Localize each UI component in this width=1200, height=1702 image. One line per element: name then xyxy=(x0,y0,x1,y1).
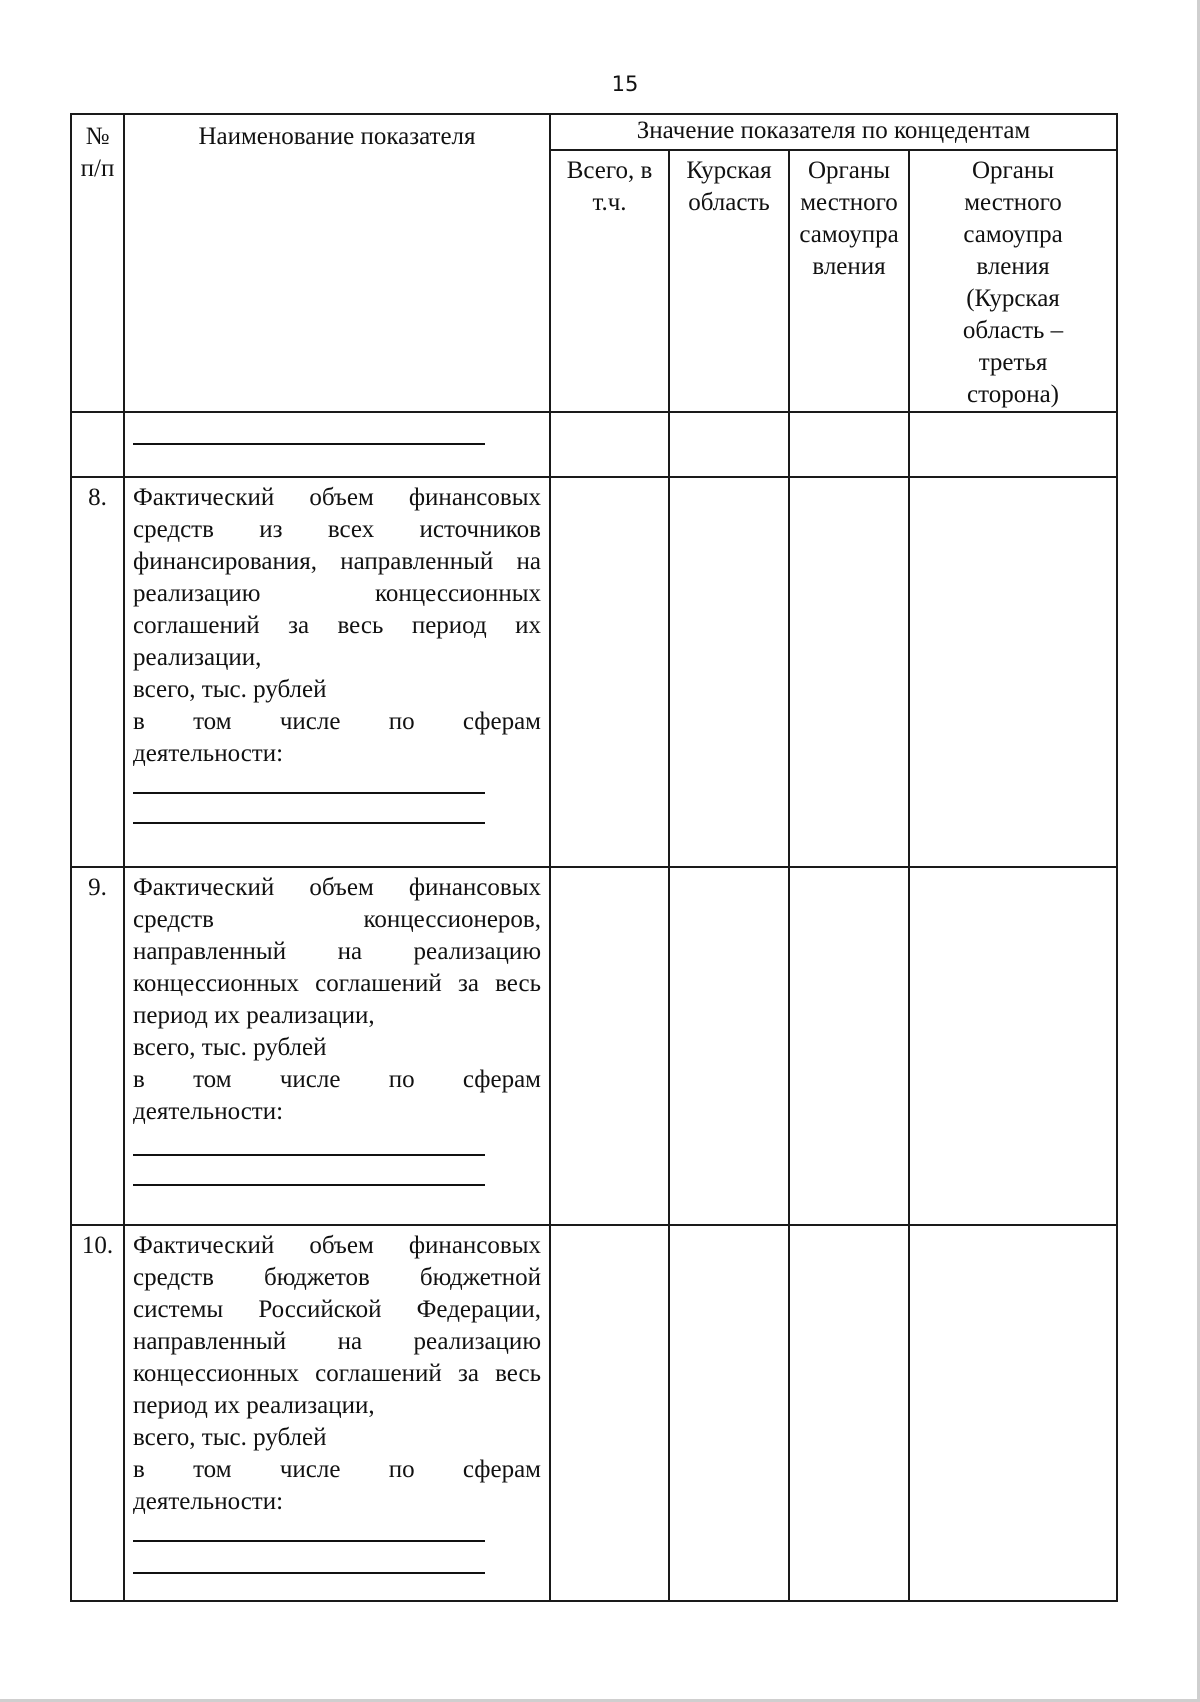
row-indicator-name xyxy=(124,1225,550,1601)
header-total-cell xyxy=(550,150,669,412)
table-row xyxy=(71,1225,1117,1601)
cell-empty xyxy=(909,412,1117,477)
header-local-gov-third-cell xyxy=(909,150,1117,412)
indicators-table xyxy=(70,113,1118,1602)
header-third-line: Органы xyxy=(971,157,1055,184)
header-third-line: сторона) xyxy=(967,381,1060,408)
page-number: 15 xyxy=(611,72,639,96)
indicator-line: в том числе по сферам xyxy=(133,708,541,735)
indicator-line: концессионных соглашений за весь xyxy=(133,1360,541,1387)
cell-value-local-gov xyxy=(789,867,909,1225)
header-num-line-1: № xyxy=(85,123,110,150)
header-name-text: Наименование показателя xyxy=(198,123,476,150)
indicator-line: в том числе по сферам xyxy=(133,1066,541,1093)
indicator-line: реализации, xyxy=(133,644,262,671)
header-local-gov-line: Органы xyxy=(807,157,891,184)
cell-value-kursk xyxy=(669,477,789,867)
indicator-line: всего, тыс. рублей xyxy=(133,1034,327,1061)
blank-fill-line xyxy=(133,794,485,824)
header-kursk-line: область xyxy=(688,189,770,216)
table-row-continuation xyxy=(71,412,1117,477)
cell-value-kursk xyxy=(669,1225,789,1601)
indicator-line: деятельности: xyxy=(133,1488,284,1515)
indicator-line: средств из всех источников xyxy=(133,516,541,543)
indicator-line: финансирования, направленный на xyxy=(133,548,541,575)
row-indicator-name xyxy=(124,477,550,867)
row-number: 8. xyxy=(71,477,124,867)
indicator-line: в том числе по сферам xyxy=(133,1456,541,1483)
indicator-line: деятельности: xyxy=(133,1098,284,1125)
indicator-line: Фактический объем финансовых xyxy=(133,874,541,901)
header-third-line: самоупра xyxy=(963,221,1063,248)
blank-fill-line xyxy=(133,417,485,445)
header-third-line: местного xyxy=(964,189,1062,216)
indicator-line: Фактический объем финансовых xyxy=(133,1232,541,1259)
table-row xyxy=(71,477,1117,867)
blank-fill-line xyxy=(133,1128,485,1156)
indicator-line: соглашений за весь период их xyxy=(133,612,541,639)
blank-fill-line xyxy=(133,1518,485,1542)
cell-value-local-gov xyxy=(789,477,909,867)
blank-fill-line xyxy=(133,770,485,794)
header-group-cell xyxy=(550,114,1117,150)
cell-value-local-gov xyxy=(789,1225,909,1601)
cell-empty xyxy=(669,412,789,477)
cell-empty xyxy=(789,412,909,477)
header-num-line-2: п/п xyxy=(80,155,115,182)
indicator-line: системы Российской Федерации, xyxy=(133,1296,541,1323)
indicator-line: Фактический объем финансовых xyxy=(133,484,541,511)
cell-value-local-gov-third xyxy=(909,1225,1117,1601)
header-total-line: Всего, в xyxy=(566,157,653,184)
indicator-line: реализацию концессионных xyxy=(133,580,541,607)
cell-value-total xyxy=(550,477,669,867)
row-number: 9. xyxy=(71,867,124,1225)
indicator-line: период их реализации, xyxy=(133,1002,375,1029)
indicator-line: деятельности: xyxy=(133,740,284,767)
header-third-line: третья xyxy=(978,349,1048,376)
cell-value-total xyxy=(550,1225,669,1601)
header-total-line: т.ч. xyxy=(592,189,627,216)
cell-empty xyxy=(550,412,669,477)
indicator-line: средств бюджетов бюджетной xyxy=(133,1264,541,1291)
blank-fill-line xyxy=(133,1156,485,1186)
header-third-line: вления xyxy=(976,253,1050,280)
header-third-line: (Курская xyxy=(966,285,1060,312)
indicator-line: всего, тыс. рублей xyxy=(133,1424,327,1451)
header-third-line: область – xyxy=(962,317,1064,344)
header-kursk-line: Курская xyxy=(686,157,772,184)
table-row xyxy=(71,867,1117,1225)
header-row-1 xyxy=(71,114,1117,150)
header-name-cell xyxy=(124,114,550,412)
blank-fill-line xyxy=(133,1542,485,1574)
indicator-line: направленный на реализацию xyxy=(133,1328,541,1355)
header-kursk-cell xyxy=(669,150,789,412)
header-local-gov-line: местного xyxy=(800,189,898,216)
indicator-line: средств концессионеров, xyxy=(133,906,541,933)
cell-value-local-gov-third xyxy=(909,867,1117,1225)
header-local-gov-line: самоупра xyxy=(799,221,899,248)
header-local-gov-cell xyxy=(789,150,909,412)
row-indicator-name xyxy=(124,867,550,1225)
cell-name xyxy=(124,412,550,477)
row-number: 10. xyxy=(71,1225,124,1601)
indicator-line: концессионных соглашений за весь xyxy=(133,970,541,997)
cell-value-local-gov-third xyxy=(909,477,1117,867)
header-num-cell xyxy=(71,114,124,412)
header-group-text: Значение показателя по концедентам xyxy=(636,117,1031,144)
indicator-line: направленный на реализацию xyxy=(133,938,541,965)
header-local-gov-line: вления xyxy=(812,253,886,280)
indicator-line: всего, тыс. рублей xyxy=(133,676,327,703)
indicator-line: период их реализации, xyxy=(133,1392,375,1419)
cell-value-kursk xyxy=(669,867,789,1225)
cell-value-total xyxy=(550,867,669,1225)
cell-empty xyxy=(71,412,124,477)
